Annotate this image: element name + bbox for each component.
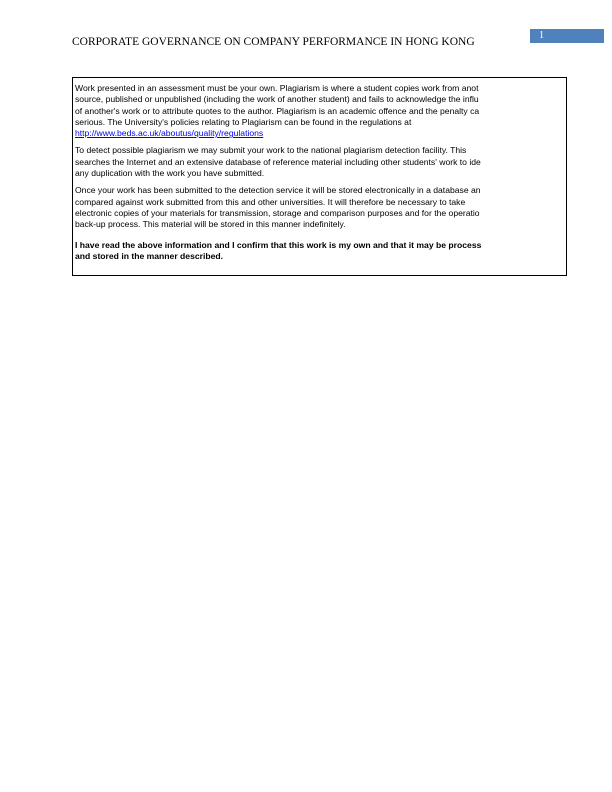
plagiarism-notice-box <box>72 77 567 276</box>
page-number-badge <box>530 29 604 43</box>
notice-line: of another's work or to attribute quotes to the author. Plagiarism is an academic offence and the penalty ca <box>75 105 480 116</box>
page-header-title: CORPORATE GOVERNANCE ON COMPANY PERFORMANCE IN HONG KONG <box>72 36 475 48</box>
page-number: 1 <box>539 30 544 41</box>
confirmation-line: and stored in the manner described. <box>75 250 224 261</box>
notice-line: any duplication with the work you have submitted. <box>75 168 265 179</box>
notice-line: To detect possible plagiarism we may submit your work to the national plagiarism detection facility. This <box>75 145 467 156</box>
confirmation-line: I have read the above information and I confirm that this work is my own and that it may be process <box>75 239 482 250</box>
notice-confirmation <box>75 240 546 263</box>
notice-line: source, published or unpublished (including the work of another student) and fails to acknowledge the influ <box>75 94 479 105</box>
notice-line: serious. The University's policies relating to Plagiarism can be found in the regulations at <box>75 116 412 127</box>
notice-line: electronic copies of your materials for transmission, storage and comparison purposes and for the operatio <box>75 207 480 218</box>
notice-line: Work presented in an assessment must be your own. Plagiarism is where a student copies work from anot <box>75 83 479 93</box>
notice-line: searches the Internet and an extensive database of reference material including other students' work to ide <box>75 156 481 167</box>
notice-line: Once your work has been submitted to the detection service it will be stored electronically in a database an <box>75 185 481 196</box>
notice-paragraph-2 <box>75 145 546 179</box>
regulations-link[interactable]: http://www.beds.ac.uk/aboutus/quality/regulations <box>75 128 264 139</box>
notice-line: back-up process. This material will be stored in this manner indefinitely. <box>75 219 346 230</box>
notice-paragraph-1 <box>75 83 546 139</box>
notice-paragraph-3 <box>75 185 546 230</box>
plagiarism-notice-content <box>75 83 546 268</box>
notice-line: compared against work submitted from this and other universities. It will therefore be necessary to take <box>75 196 466 207</box>
